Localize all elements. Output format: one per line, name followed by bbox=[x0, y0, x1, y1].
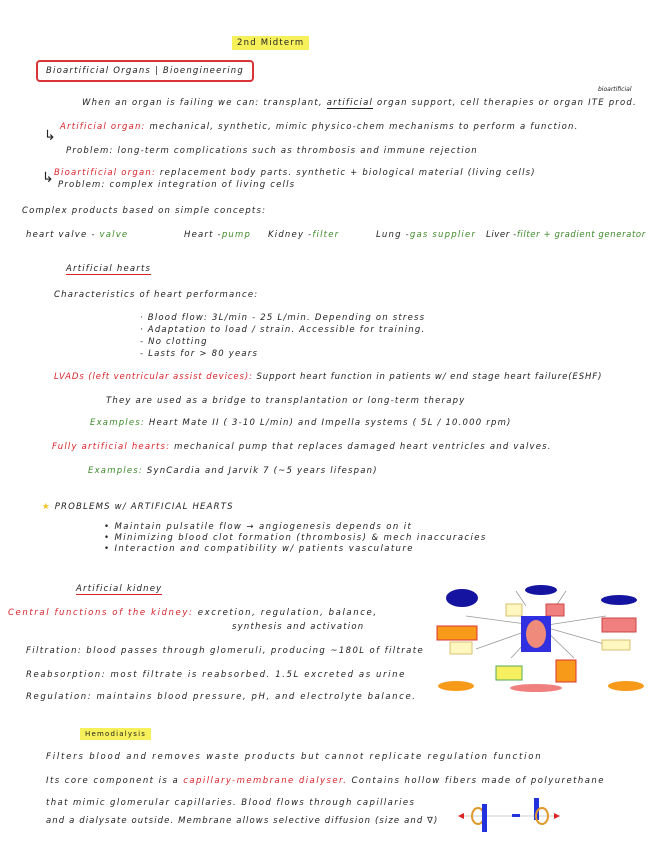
hemodialysis-line-1: Filters blood and removes waste products but cannot replicate regulation function bbox=[46, 752, 543, 762]
kidney-functions bbox=[8, 608, 378, 618]
label: Central functions of the kidney: bbox=[8, 608, 194, 618]
reabsorption: Reabsorption: most filtrate is reabsorbed. 1.5L excreted as urine bbox=[26, 670, 406, 680]
highlight-text: capillary-membrane dialyser. bbox=[183, 776, 348, 786]
role: pump bbox=[221, 230, 252, 240]
list-item: • Minimizing blood clot formation (thrombosis) & mech inaccuracies bbox=[104, 533, 487, 543]
list-item: - No clotting bbox=[140, 337, 208, 347]
bioartificial-organ-line bbox=[54, 168, 536, 178]
dialyser-diagram bbox=[456, 796, 562, 836]
text: mechanical, synthetic, mimic physico-chem mechanisms to perform a function. bbox=[149, 122, 579, 132]
text: SynCardia and Jarvik 7 (~5 years lifespan) bbox=[146, 466, 378, 476]
text: Its core component is a bbox=[46, 776, 180, 786]
header-box: Bioartificial Organs | Bioengineering bbox=[36, 60, 254, 82]
list-item: · Blood flow: 3L/min - 25 L/min. Depending on stress bbox=[140, 313, 426, 323]
text: long-term complications such as thrombosis and immune rejection bbox=[117, 146, 478, 156]
concept-4 bbox=[486, 230, 646, 240]
text: PROBLEMS w/ ARTIFICIAL HEARTS bbox=[54, 502, 234, 512]
organ: Lung - bbox=[376, 230, 410, 240]
list-item: • Interaction and compatibility w/ patients vasculature bbox=[104, 544, 414, 554]
role: filter + gradient generator bbox=[516, 230, 646, 240]
star-icon: ★ bbox=[42, 502, 51, 512]
list-item: • Maintain pulsatile flow → angiogenesis depends on it bbox=[104, 522, 413, 532]
intro-rest: organ support, cell therapies or bbox=[377, 98, 550, 108]
text: Contains hollow fibers made of polyurethane bbox=[351, 776, 605, 786]
label: Fully artificial hearts: bbox=[52, 442, 171, 452]
kidney-functions-2: synthesis and activation bbox=[232, 622, 365, 632]
text: Heart Mate II ( 3-10 L/min) and Impella systems ( 5L / 10.000 rpm) bbox=[148, 418, 512, 428]
role: gas supplier bbox=[409, 230, 477, 240]
organ: Liver - bbox=[486, 230, 517, 240]
bioartificial-organ-problem bbox=[58, 180, 295, 190]
list-item: - Lasts for > 80 years bbox=[140, 349, 259, 359]
arrow-icon: ↳ bbox=[44, 128, 57, 144]
characteristics-label: Characteristics of heart performance: bbox=[54, 290, 259, 300]
text: Support heart function in patients w/ end stage heart failure(ESHF) bbox=[256, 372, 603, 382]
arrow-icon: ↳ bbox=[42, 170, 55, 186]
intro-text: When an organ is failing we can: transplant, bbox=[82, 98, 323, 108]
text: complex integration of living cells bbox=[109, 180, 296, 190]
regulation: Regulation: maintains blood pressure, pH, and electrolyte balance. bbox=[26, 692, 417, 702]
label: Problem: bbox=[66, 146, 114, 156]
artificial-hearts-heading: Artificial hearts bbox=[66, 264, 152, 274]
organ: heart valve - bbox=[26, 230, 96, 240]
organ: Heart - bbox=[184, 230, 222, 240]
problems-list bbox=[104, 522, 487, 555]
hemodialysis-line-3: that mimic glomerular capillaries. Blood flows through capillaries bbox=[46, 798, 416, 808]
complex-products: Complex products based on simple concepts: bbox=[22, 206, 267, 216]
text: excretion, regulation, balance, bbox=[197, 608, 378, 618]
label: Artificial organ: bbox=[60, 122, 146, 132]
fah-line bbox=[52, 442, 552, 452]
characteristics-list bbox=[140, 312, 425, 360]
label: Problem: bbox=[58, 180, 106, 190]
concept-1 bbox=[184, 230, 251, 240]
lvads-use: They are used as a bridge to transplantation or long-term therapy bbox=[106, 396, 466, 406]
problems-heading bbox=[42, 502, 234, 512]
artificial-organ-problem bbox=[66, 146, 478, 156]
hemodialysis-line-2 bbox=[46, 776, 605, 786]
text: replacement body parts. synthetic + biological material (living cells) bbox=[159, 168, 536, 178]
artificial-organ-line bbox=[60, 122, 578, 132]
role: filter bbox=[312, 230, 340, 240]
organ: Kidney - bbox=[268, 230, 313, 240]
artificial-kidney-heading: Artificial kidney bbox=[76, 584, 163, 594]
label: Examples: bbox=[90, 418, 145, 428]
lvad-examples bbox=[90, 418, 512, 428]
concept-0 bbox=[26, 230, 128, 240]
label: LVADs (left ventricular assist devices): bbox=[54, 372, 253, 382]
label: Examples: bbox=[88, 466, 143, 476]
page-title: 2nd Midterm bbox=[232, 36, 309, 50]
intro-tail: organ ITE prod. bbox=[553, 98, 637, 108]
hemodialysis-line-4: and a dialysate outside. Membrane allows selective diffusion (size and ∇) bbox=[46, 816, 439, 826]
lvads-line bbox=[54, 372, 602, 382]
label: Bioartificial organ: bbox=[54, 168, 157, 178]
list-item: · Adaptation to load / strain. Accessible for training. bbox=[140, 325, 426, 335]
hemodialysis-heading: Hemodialysis bbox=[80, 728, 151, 740]
concept-3 bbox=[376, 230, 476, 240]
text: mechanical pump that replaces damaged heart ventricles and valves. bbox=[174, 442, 552, 452]
intro-note: bioartificial bbox=[598, 86, 632, 93]
kidney-function-diagram bbox=[436, 576, 646, 692]
fah-examples bbox=[88, 466, 378, 476]
role: valve bbox=[99, 230, 129, 240]
filtration: Filtration: blood passes through glomeruli, producing ~180L of filtrate bbox=[26, 646, 425, 656]
intro-underlined: artificial bbox=[326, 98, 374, 108]
intro-line bbox=[82, 98, 637, 108]
concept-2 bbox=[268, 230, 339, 240]
